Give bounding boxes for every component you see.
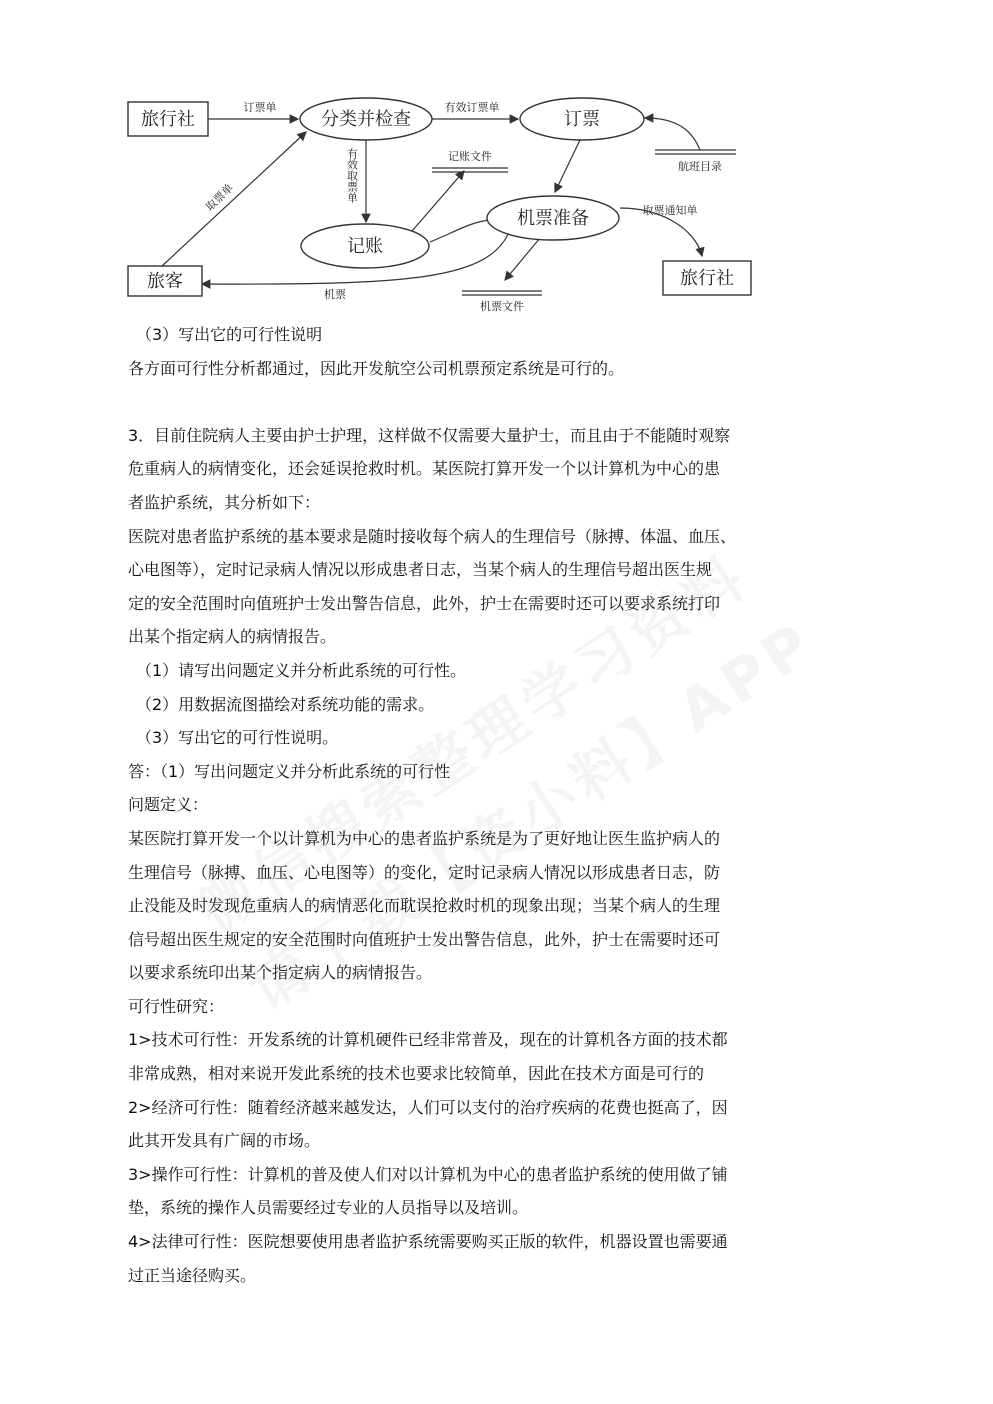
text-line: 生理信号（脉搏、血压、心电图等）的变化，定时记录病人情况以形成患者日志，防: [128, 862, 721, 882]
text-line: 者监护系统，其分析如下：: [128, 492, 321, 512]
body-text: [128, 318, 793, 1292]
flow-order-label: 订票单: [243, 101, 277, 114]
section-heading: 可行性研究：: [128, 996, 225, 1016]
flow-prep-accounting-line: [430, 220, 490, 242]
text-line: 医院对患者监护系统的基本要求是随时接收每个病人的生理信号（脉搏、体温、血压、: [128, 526, 737, 546]
passenger-label: 旅客: [147, 271, 183, 292]
travel-agency-right-label: 旅行社: [680, 268, 734, 289]
store-ticket-label: 机票文件: [480, 300, 524, 313]
text-line: 危重病人的病情变化，还会延误抢救时机。某医院打算开发一个以计算机为中心的患: [128, 459, 721, 479]
text-line: 垫，系统的操作人员需要经过专业的人员指导以及培训。: [128, 1198, 529, 1218]
flow-flight-arrow: [645, 118, 700, 150]
text-line: 此其开发具有广阔的市场。: [128, 1131, 321, 1151]
text-line: 心电图等），定时记录病人情况以形成患者日志，当某个病人的生理信号超出医生规: [128, 560, 713, 580]
data-flow-diagram: [110, 80, 770, 320]
travel-agency-left-label: 旅行社: [141, 109, 195, 130]
flow-valid-pickup-label: 有效取票单: [345, 148, 359, 203]
paragraph-gap: [128, 385, 793, 419]
data-flow-diagram-svg: [110, 80, 770, 320]
text-line: 非常成熟，相对来说开发此系统的技术也要求比较简单，因此在技术方面是可行的: [128, 1064, 705, 1084]
sub-question: （2）用数据流图描绘对系统功能的需求。: [136, 694, 435, 714]
sub-question: （3）写出它的可行性说明。: [136, 728, 339, 748]
text-line: 以要求系统印出某个指定病人的病情报告。: [128, 963, 433, 983]
booking-label: 订票: [564, 109, 600, 130]
text-line: 3>操作可行性：计算机的普及使人们对以计算机为中心的患者监护系统的使用做了铺: [128, 1164, 728, 1184]
text-line: （3）写出它的可行性说明: [136, 325, 323, 344]
text-line: 各方面可行性分析都通过，因此开发航空公司机票预定系统是可行的。: [128, 358, 625, 378]
text-line: 过正当途径购买。: [128, 1265, 257, 1285]
text-line: 1>技术可行性：开发系统的计算机硬件已经非常普及，现在的计算机各方面的技术都: [128, 1030, 728, 1050]
text-line: 某医院打算开发一个以计算机为中心的患者监护系统是为了更好地让医生监护病人的: [128, 828, 721, 848]
flow-pickup-arrow: [162, 132, 306, 266]
accounting-label: 记账: [347, 236, 383, 257]
flow-pickup-label: 取票单: [203, 181, 236, 214]
text-line: 定的安全范围时向值班护士发出警告信息，此外，护士在需要时还可以要求系统打印: [128, 593, 721, 613]
text-line: 出某个指定病人的病情报告。: [128, 627, 337, 647]
flow-prep-arrow: [555, 140, 580, 192]
text-line: 2>经济可行性：随着经济越来越发达，人们可以支付的治疗疾病的花费也挺高了，因: [128, 1097, 728, 1117]
flow-notice-label: 取票通知单: [642, 204, 698, 217]
section-heading: 问题定义：: [128, 795, 209, 815]
store-flight-label: 航班目录: [678, 160, 722, 173]
text-line: 信号超出医生规定的安全范围时向值班护士发出警告信息，此外，护士在需要时还可: [128, 929, 721, 949]
flow-ticket-label: 机票: [324, 288, 346, 301]
store-accounting-label: 记账文件: [448, 150, 492, 163]
classify-check-label: 分类并检查: [321, 109, 411, 130]
question-paragraph: 3．目前住院病人主要由护士护理，这样做不仅需要大量护士，而且由于不能随时观察: [128, 425, 731, 445]
sub-question: （1）请写出问题定义并分析此系统的可行性。: [136, 660, 467, 680]
flow-valid-order-label: 有效订票单: [444, 101, 500, 114]
text-line: 4>法律可行性：医院想要使用患者监护系统需要购买正版的软件，机器设置也需要通: [128, 1232, 728, 1252]
flow-accounting-arrow: [406, 171, 464, 238]
ticket-prep-label: 机票准备: [517, 208, 589, 229]
answer-heading: 答：（1）写出问题定义并分析此系统的可行性: [128, 761, 451, 781]
text-line: 止没能及时发现危重病人的病情恶化而耽误抢救时机的现象出现；当某个病人的生理: [128, 896, 721, 916]
